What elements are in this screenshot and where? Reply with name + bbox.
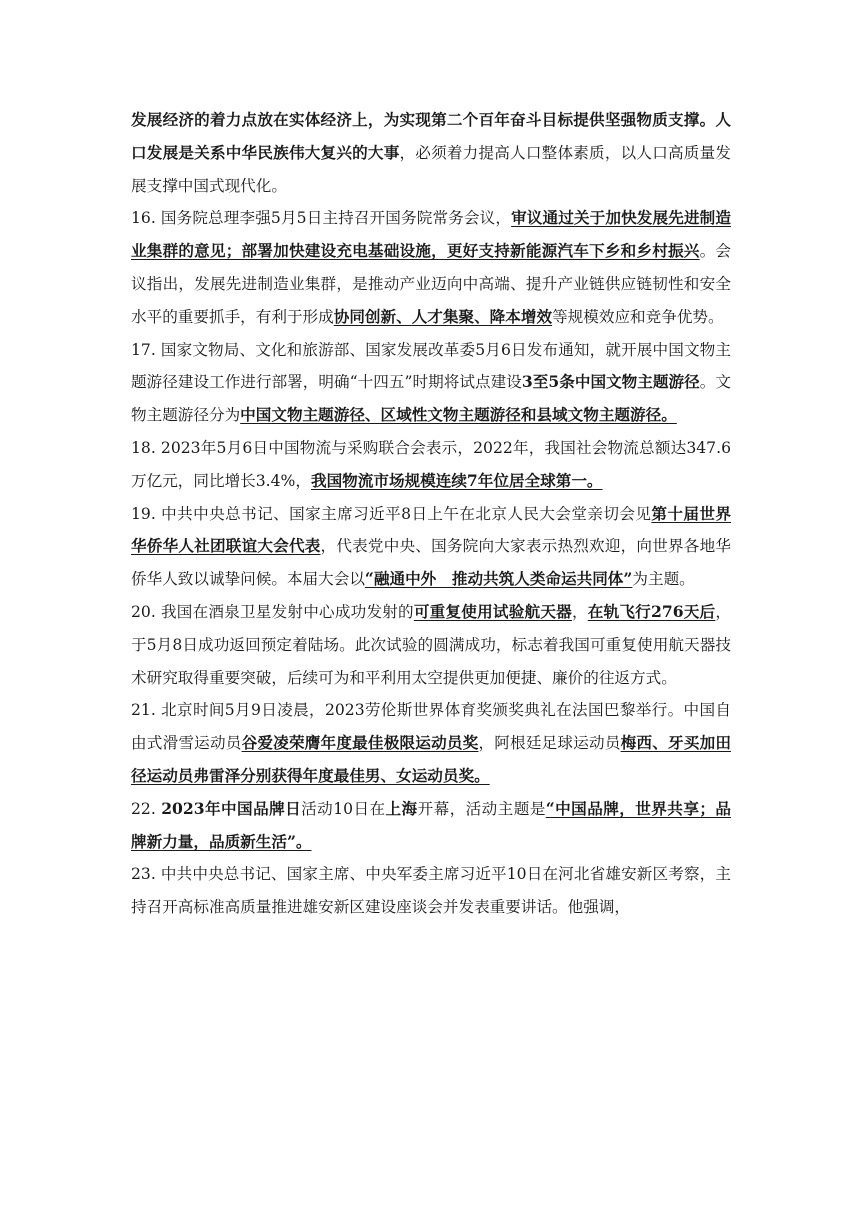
- news-item-19: [131, 498, 731, 596]
- news-item-23: [131, 858, 731, 924]
- body-text: 等规模效应和竞争优势。: [552, 307, 724, 326]
- body-text: 19. 中共中央总书记、国家主席习近平8日上午在北京人民大会堂亲切会见: [131, 504, 652, 523]
- body-text: 18. 2023年5月6日中国物流与采购联合会表示，2022年，我国社会物流总额达347.6万亿元，同比增长3.4%，: [131, 438, 731, 490]
- bold-text: 3至5条中国文物主题游径: [521, 372, 700, 392]
- body-text: ，阿根廷足球运动员: [478, 734, 621, 753]
- news-item-17: [131, 334, 731, 432]
- body-text: 活动10日在: [301, 799, 386, 818]
- body-text: ，必须着力提高人口整体素质，以人口高质量发展支撑中国式现代化。: [131, 143, 731, 195]
- document-body: [131, 104, 731, 924]
- body-text: 21. 北京时间5月9日凌晨，2023劳伦斯世界体育奖颁奖典礼在法国巴黎举行。中国自由式滑雪运动员: [131, 701, 731, 753]
- body-text: ，代表党中央、国务院向大家表示热烈欢迎，向世界各地华侨华人致以诚挚问候。本届大会以: [131, 537, 731, 589]
- body-text: 20. 我国在酒泉卫星发射中心成功发射的: [131, 602, 414, 621]
- body-text: 22.: [131, 799, 162, 818]
- emphasis-text: 审议通过关于加快发展先进制造业集群的意见；部署加快建设充电基础设施，更好支持新能源汽车下乡和乡村振兴: [131, 208, 731, 261]
- body-text: 为主题。: [632, 570, 695, 589]
- emphasis-text: 梅西、牙买加田径运动员弗雷泽分别获得年度最佳男、女运动员奖。: [131, 733, 731, 785]
- emphasis-text: 在轨飞行276天后: [587, 601, 716, 621]
- body-text: ，于5月8日成功返回预定着陆场。此次试验的圆满成功，标志着我国可重复使用航天器技术研究取得重要突破，后续可为和平利用太空提供更加便捷、廉价的往返方式。: [131, 602, 731, 687]
- emphasis-text: “融通中外 推动共筑人类命运共同体”: [364, 569, 633, 589]
- paragraph-continued: [131, 104, 731, 202]
- body-text: 16. 国务院总理李强5月5日主持召开国务院常务会议，: [131, 209, 512, 228]
- emphasis-text: “中国品牌，世界共享；品牌新力量，品质新生活”。: [131, 798, 731, 851]
- news-item-16: [131, 202, 731, 333]
- body-text: 。文物主题游径分为: [131, 373, 731, 425]
- emphasis-text: 谷爱凌荣膺年度最佳极限运动员奖: [241, 733, 479, 753]
- emphasis-text: 中国文物主题游径、区域性文物主题游径和县域文物主题游径。: [240, 405, 677, 425]
- bold-text: 上海: [385, 798, 418, 818]
- body-text: ，: [571, 602, 588, 621]
- bold-text: 2023年中国品牌日: [161, 798, 302, 818]
- news-item-18: [131, 432, 731, 498]
- body-text: 开幕，活动主题是: [417, 799, 546, 818]
- body-text: 17. 国家文物局、文化和旅游部、国家发展改革委5月6日发布通知，就开展中国文物主题游径建设工作进行部署，明确“十四五”时期将试点建设: [131, 340, 731, 392]
- emphasis-text: 协同创新、人才集聚、降本增效: [333, 306, 553, 326]
- news-item-20: [131, 596, 731, 694]
- emphasis-text: 第十届世界华侨华人社团联谊大会代表: [131, 503, 731, 556]
- body-text: 。会议指出，发展先进制造业集群，是推动产业迈向中高端、提升产业链供应链韧性和安全水平的重要抓手，有利于形成: [131, 242, 731, 326]
- emphasis-text: 可重复使用试验航天器: [413, 601, 572, 621]
- body-text: 23. 中共中央总书记、国家主席、中央军委主席习近平10日在河北省雄安新区考察，主持召开高标准高质量推进雄安新区建设座谈会并发表重要讲话。他强调，: [131, 865, 731, 917]
- emphasis-text: 我国物流市场规模连续7年位居全球第一。: [310, 470, 603, 490]
- bold-text: 发展经济的着力点放在实体经济上，为实现第二个百年奋斗目标提供坚强物质支撑。人口发展是关系中华民族伟大复兴的大事: [131, 110, 731, 162]
- news-item-22: [131, 793, 731, 859]
- news-item-21: [131, 694, 731, 792]
